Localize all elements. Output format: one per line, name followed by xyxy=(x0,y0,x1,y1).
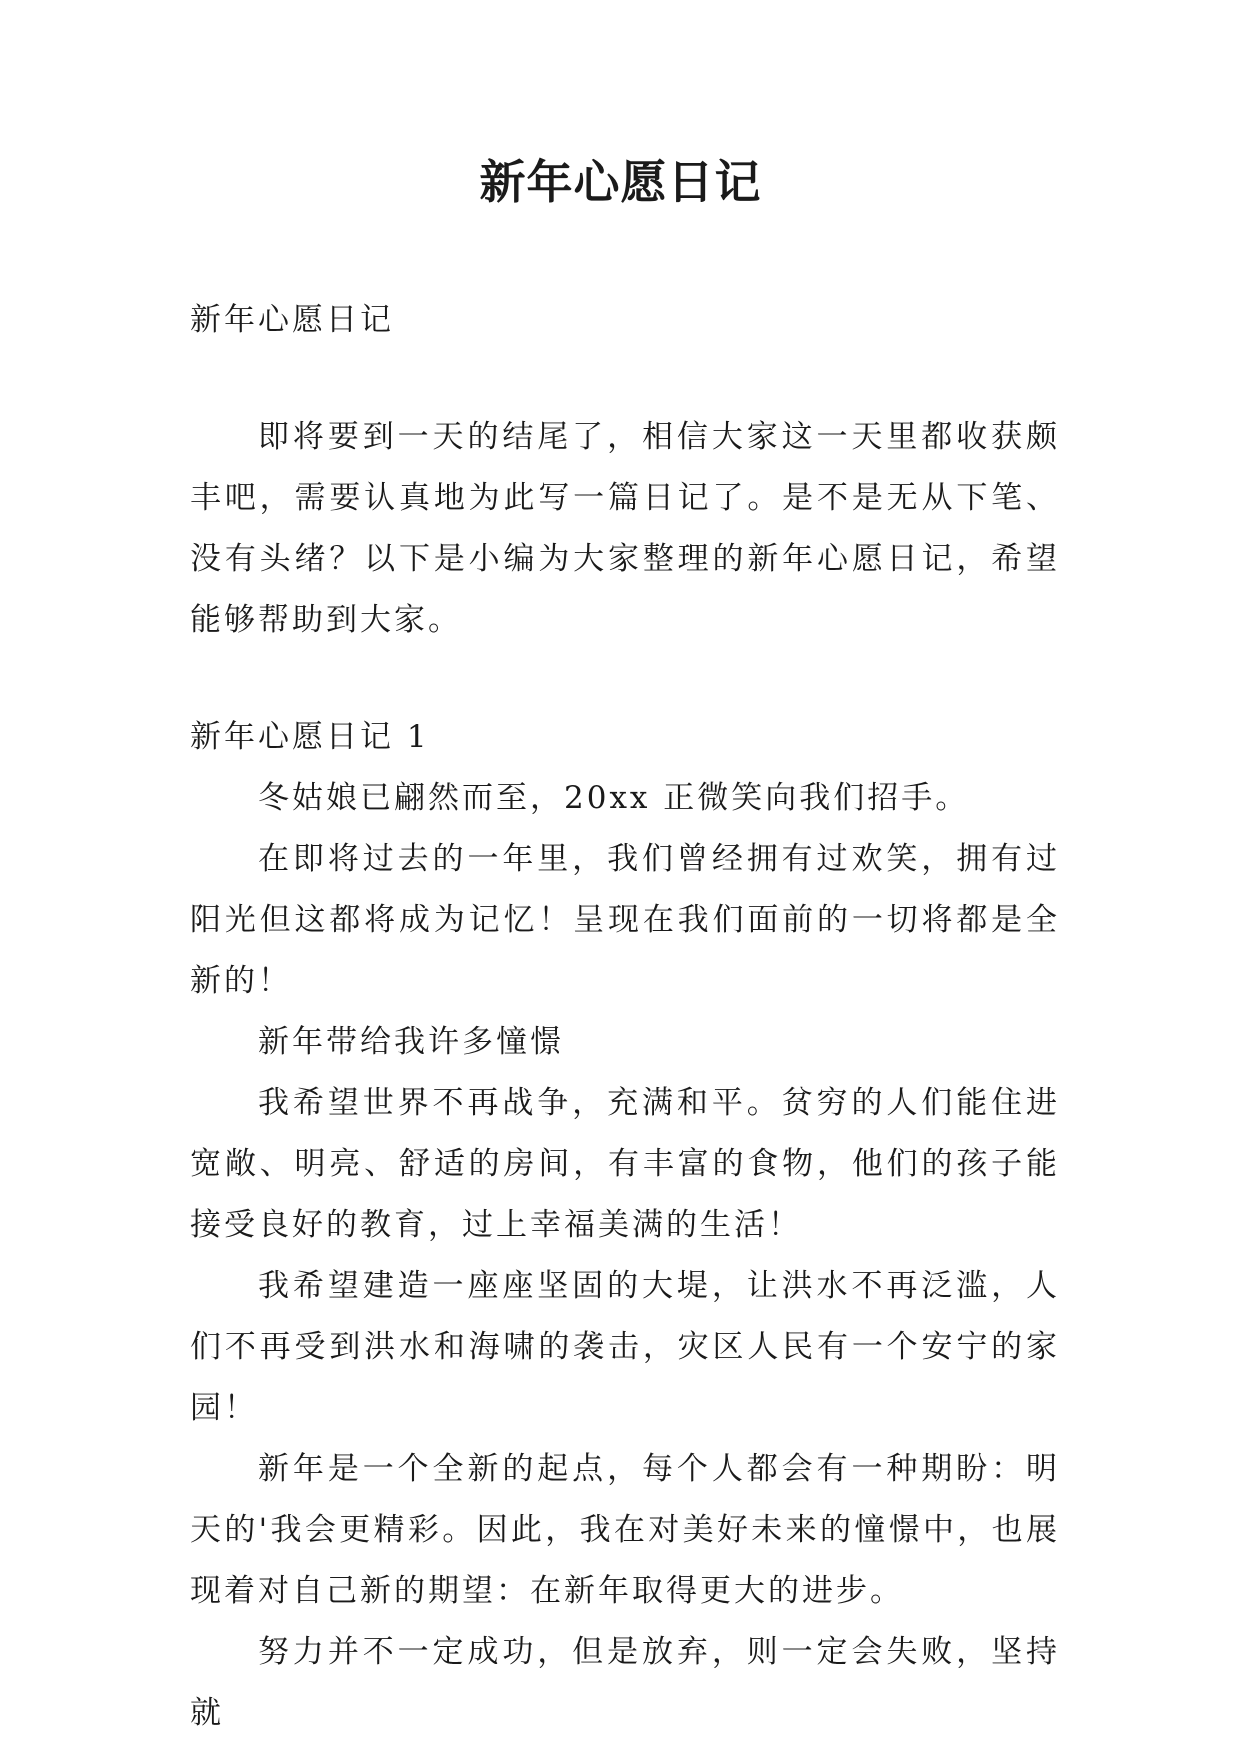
paragraph: 我希望世界不再战争，充满和平。贫穷的人们能住进宽敞、明亮、舒适的房间，有丰富的食物，他们的孩子能接受良好的教育，过上幸福美满的生活！ xyxy=(190,1085,1060,1243)
paragraph: 在即将过去的一年里，我们曾经拥有过欢笑，拥有过阳光但这都将成为记忆！呈现在我们面前的一切将都是全新的！ xyxy=(190,841,1060,999)
spacer xyxy=(190,351,1060,407)
document-subtitle: 新年心愿日记 xyxy=(190,302,394,338)
paragraph: 冬姑娘已翩然而至，20xx 正微笑向我们招手。 xyxy=(258,780,970,816)
paragraph: 我希望建造一座座坚固的大堤，让洪水不再泛滥，人们不再受到洪水和海啸的袭击，灾区人民有一个安宁的家园！ xyxy=(190,1268,1060,1426)
intro-paragraph: 即将要到一天的结尾了，相信大家这一天里都收获颇丰吧，需要认真地为此写一篇日记了。是不是无从下笔、没有头绪？以下是小编为大家整理的新年心愿日记，希望能够帮助到大家。 xyxy=(190,419,1060,638)
document-title: 新年心愿日记 xyxy=(479,155,762,209)
paragraph: 新年带给我许多憧憬 xyxy=(258,1024,564,1060)
spacer xyxy=(190,651,1060,707)
document-body xyxy=(190,290,1060,1744)
paragraph: 新年是一个全新的起点，每个人都会有一种期盼：明天的'我会更精彩。因此，我在对美好未来的憧憬中，也展现着对自己新的期望：在新年取得更大的进步。 xyxy=(190,1451,1060,1609)
paragraph: 努力并不一定成功，但是放弃，则一定会失败，坚持就 xyxy=(190,1634,1060,1731)
section-heading: 新年心愿日记 1 xyxy=(190,719,430,755)
